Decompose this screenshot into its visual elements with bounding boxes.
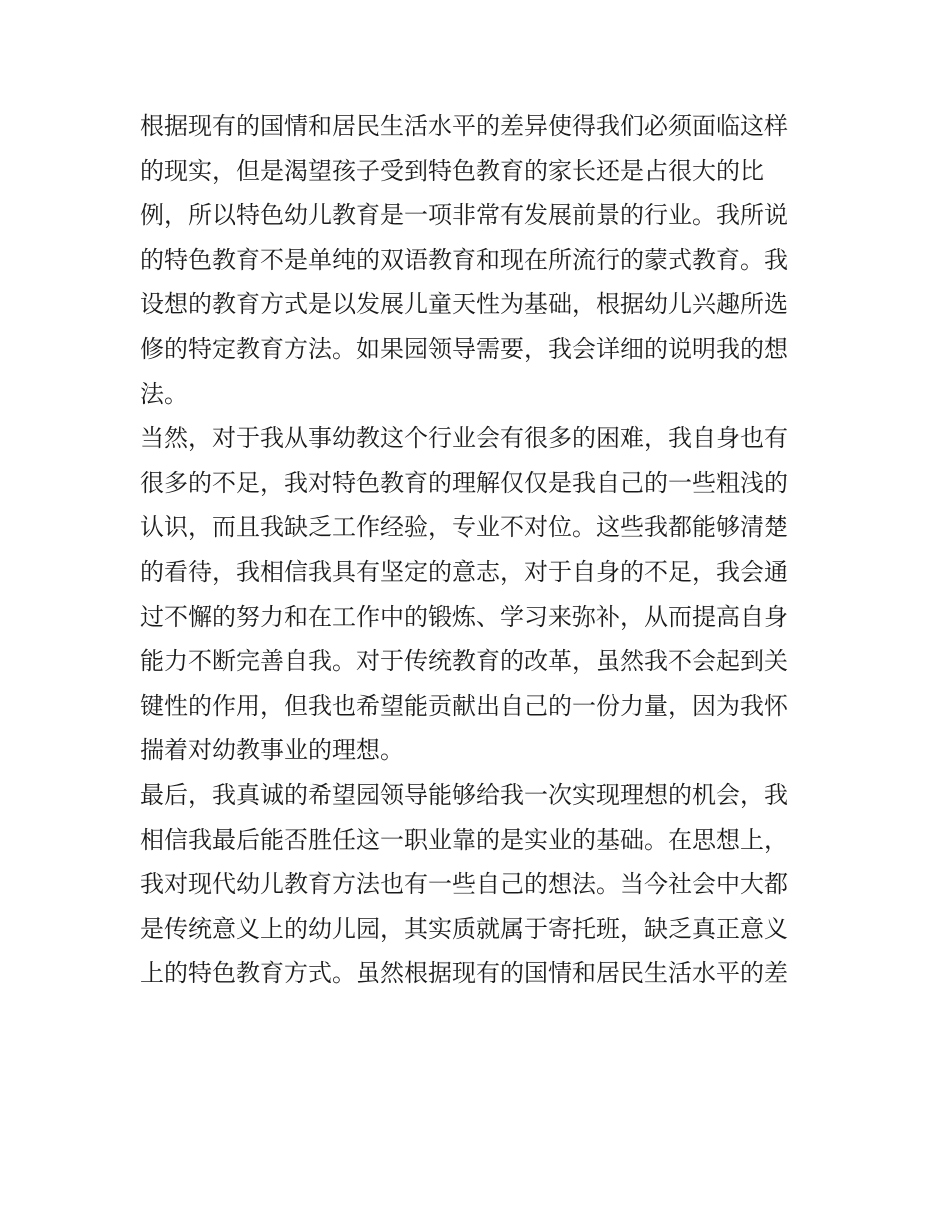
text-line: 的特色教育不是单纯的双语教育和现在所流行的蒙式教育。我 [140,245,788,274]
text-line: 我对现代幼儿教育方法也有一些自己的想法。当今社会中大都 [140,870,788,899]
paragraph-2 [140,416,812,773]
text-line: 认识，而且我缺乏工作经验，专业不对位。这些我都能够清楚 [140,513,788,542]
text-line: 能力不断完善自我。对于传统教育的改革，虽然我不会起到关 [140,647,788,676]
text-line: 相信我最后能否胜任这一职业靠的是实业的基础。在思想上， [140,825,788,854]
text-line: 修的特定教育方法。如果园领导需要，我会详细的说明我的想 [140,334,788,363]
text-line: 设想的教育方式是以发展儿童天性为基础，根据幼儿兴趣所选 [140,290,788,319]
text-line: 是传统意义上的幼儿园，其实质就属于寄托班，缺乏真正意义 [140,914,788,943]
text-line: 的看待，我相信我具有坚定的意志，对于自身的不足，我会通 [140,557,788,586]
text-line: 法。 [140,379,188,408]
paragraph-3 [140,773,812,996]
paragraph-1 [140,104,812,416]
text-line: 揣着对幼教事业的理想。 [140,736,404,765]
text-line: 最后，我真诚的希望园领导能够给我一次实现理想的机会，我 [140,780,788,809]
text-line: 根据现有的国情和居民生活水平的差异使得我们必须面临这样 [140,112,788,140]
text-line: 的现实，但是渴望孩子受到特色教育的家长还是占很大的比 [140,156,764,185]
text-line: 过不懈的努力和在工作中的锻炼、学习来弥补，从而提高自身 [140,602,788,631]
text-line: 很多的不足，我对特色教育的理解仅仅是我自己的一些粗浅的 [140,468,788,497]
document-page [140,104,812,996]
text-line: 键性的作用，但我也希望能贡献出自己的一份力量，因为我怀 [140,691,788,720]
text-line: 当然，对于我从事幼教这个行业会有很多的困难，我自身也有 [140,424,788,453]
text-line: 上的特色教育方式。虽然根据现有的国情和居民生活水平的差 [140,959,788,988]
text-line: 例，所以特色幼儿教育是一项非常有发展前景的行业。我所说 [140,201,788,230]
